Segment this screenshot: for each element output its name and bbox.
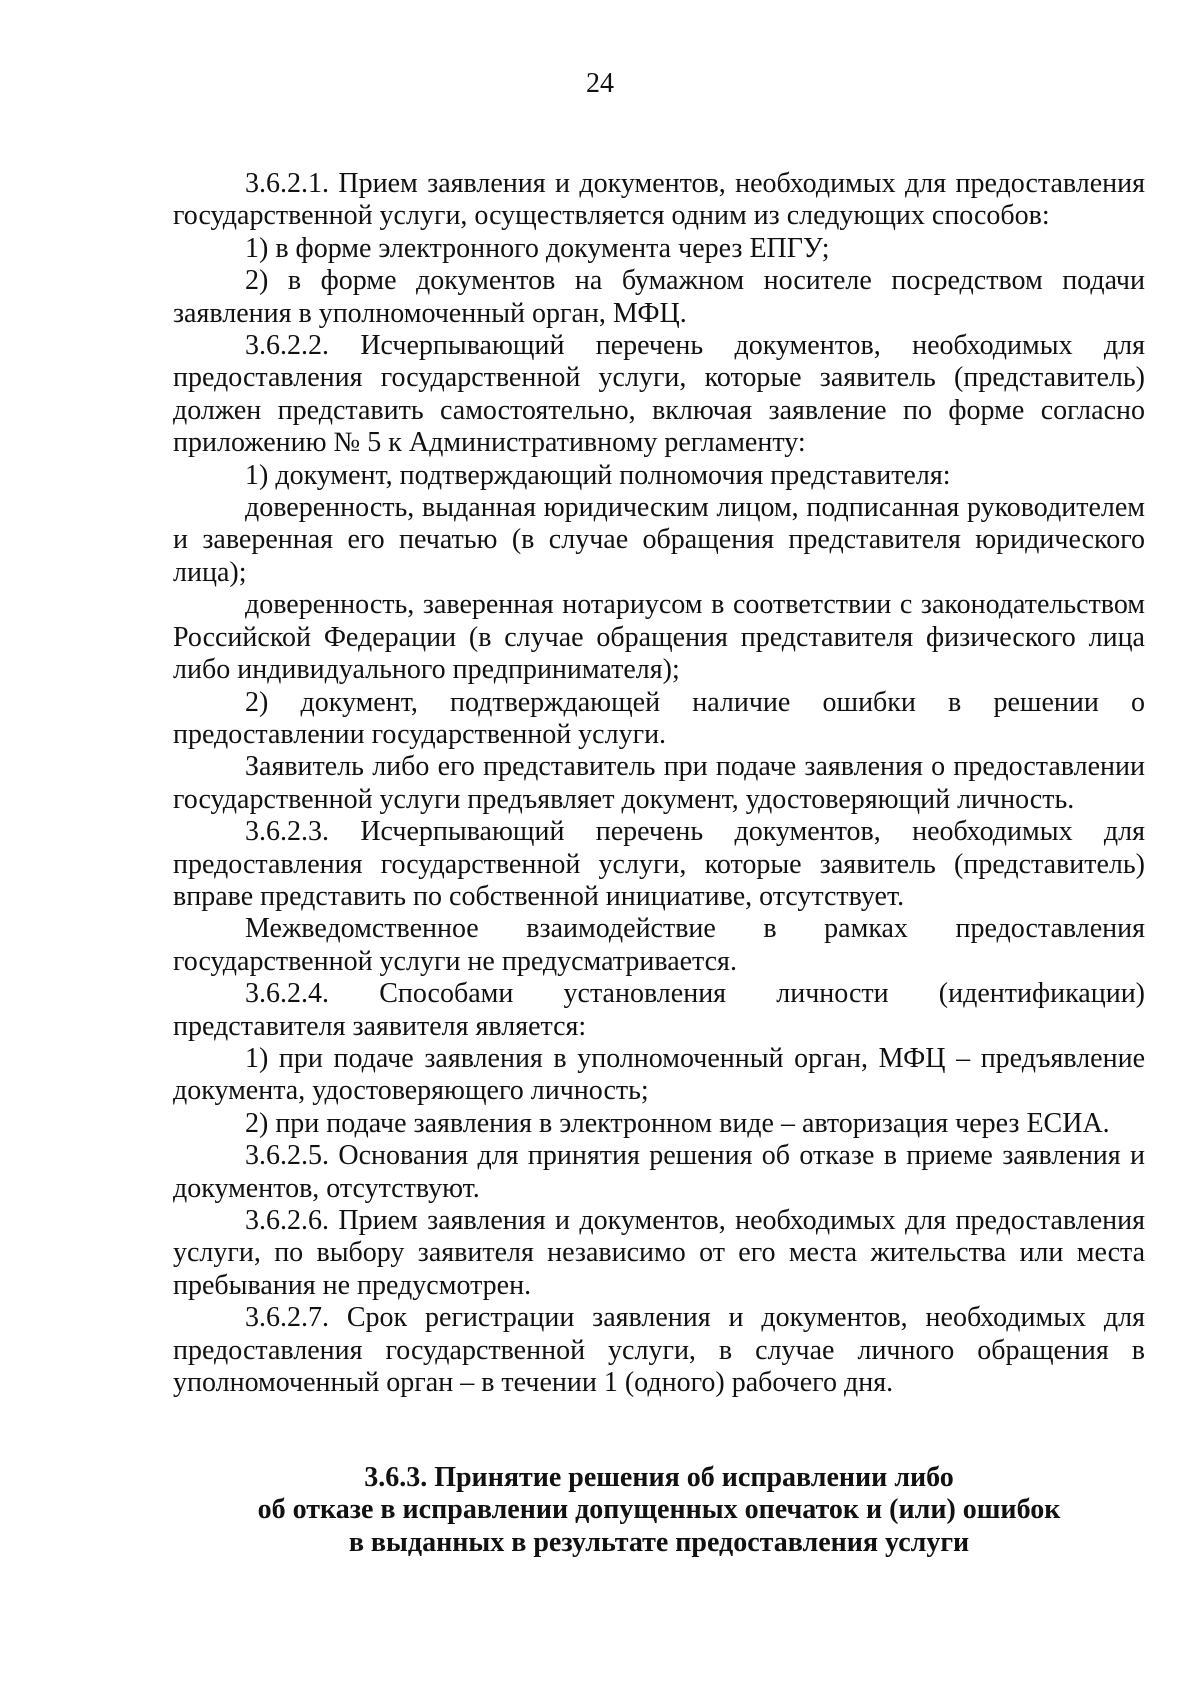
list-item-paper: 2) в форме документов на бумажном носителе посредством подачи заявления в уполномоченный орган, МФЦ.: [173, 265, 1145, 329]
heading-line: 3.6.3. Принятие решения об исправлении либо: [364, 1462, 954, 1493]
list-item-legal-entity-proxy: доверенность, выданная юридическим лицом, подписанная руководителем и заверенная его печатью (в случае обращения представителя юридического лица);: [173, 492, 1145, 588]
list-item-identity-esia: 2) при подаче заявления в электронном виде – авторизация через ЕСИА.: [245, 1107, 1110, 1139]
heading-line: об отказе в исправлении допущенных опечаток и (или) ошибок: [257, 1494, 1061, 1526]
paragraph-3-6-2-2: 3.6.2.2. Исчерпывающий перечень документов, необходимых для предоставления государственной услуги, которые заявитель (представитель) должен представить самостоятельно, включая заявление по форме согласно приложению № 5 к Административному регламенту:: [173, 330, 1145, 459]
paragraph-interagency: Межведомственное взаимодействие в рамках предоставления государственной услуги не предусматривается.: [173, 913, 1145, 977]
paragraph-3-6-2-1: 3.6.2.1. Прием заявления и документов, необходимых для предоставления государственной услуги, осуществляется одним из следующих способов:: [173, 168, 1145, 232]
list-item-notarized-proxy: доверенность, заверенная нотариусом в соответствии с законодательством Российской Федерации (в случае обращения представителя физического лица либо индивидуального предпринимателя);: [173, 589, 1145, 686]
list-item-error-document: 2) документ, подтверждающей наличие ошибки в решении о предоставлении государственной услуги.: [173, 686, 1145, 750]
list-item-identity-mfc: 1) при подаче заявления в уполномоченный орган, МФЦ – предъявление документа, удостоверяющего личность;: [173, 1042, 1145, 1107]
paragraph-3-6-2-6: 3.6.2.6. Прием заявления и документов, необходимых для предоставления услуги, по выбору заявителя независимо от его места жительства или места пребывания не предусмотрен.: [173, 1205, 1145, 1301]
document-body: [173, 168, 1145, 1399]
paragraph-3-6-2-3: 3.6.2.3. Исчерпывающий перечень документов, необходимых для предоставления государственной услуги, которые заявитель (представитель) вправе представить по собственной инициативе, отсутствует.: [173, 816, 1145, 912]
list-item-authority-document: 1) документ, подтверждающий полномочия представителя:: [245, 459, 951, 491]
paragraph-identity-document: Заявитель либо его представитель при подаче заявления о предоставлении государственной услуги предъявляет документ, удостоверяющий личность.: [173, 751, 1145, 815]
page-number: 24: [586, 68, 614, 99]
paragraph-3-6-2-5: 3.6.2.5. Основания для принятия решения об отказе в приеме заявления и документов, отсутствуют.: [173, 1140, 1145, 1204]
paragraph-3-6-2-7: 3.6.2.7. Срок регистрации заявления и документов, необходимых для предоставления государственной услуги, в случае личного обращения в уполномоченный орган – в течении 1 (одного) рабочего дня.: [173, 1302, 1145, 1399]
paragraph-3-6-2-4: 3.6.2.4. Способами установления личности (идентификации) представителя заявителя является:: [173, 978, 1145, 1042]
heading-line: в выданных в результате предоставления услуги: [348, 1526, 970, 1558]
section-heading-3-6-3: [173, 1462, 1145, 1559]
list-item-epgu: 1) в форме электронного документа через ЕПГУ;: [245, 232, 830, 264]
